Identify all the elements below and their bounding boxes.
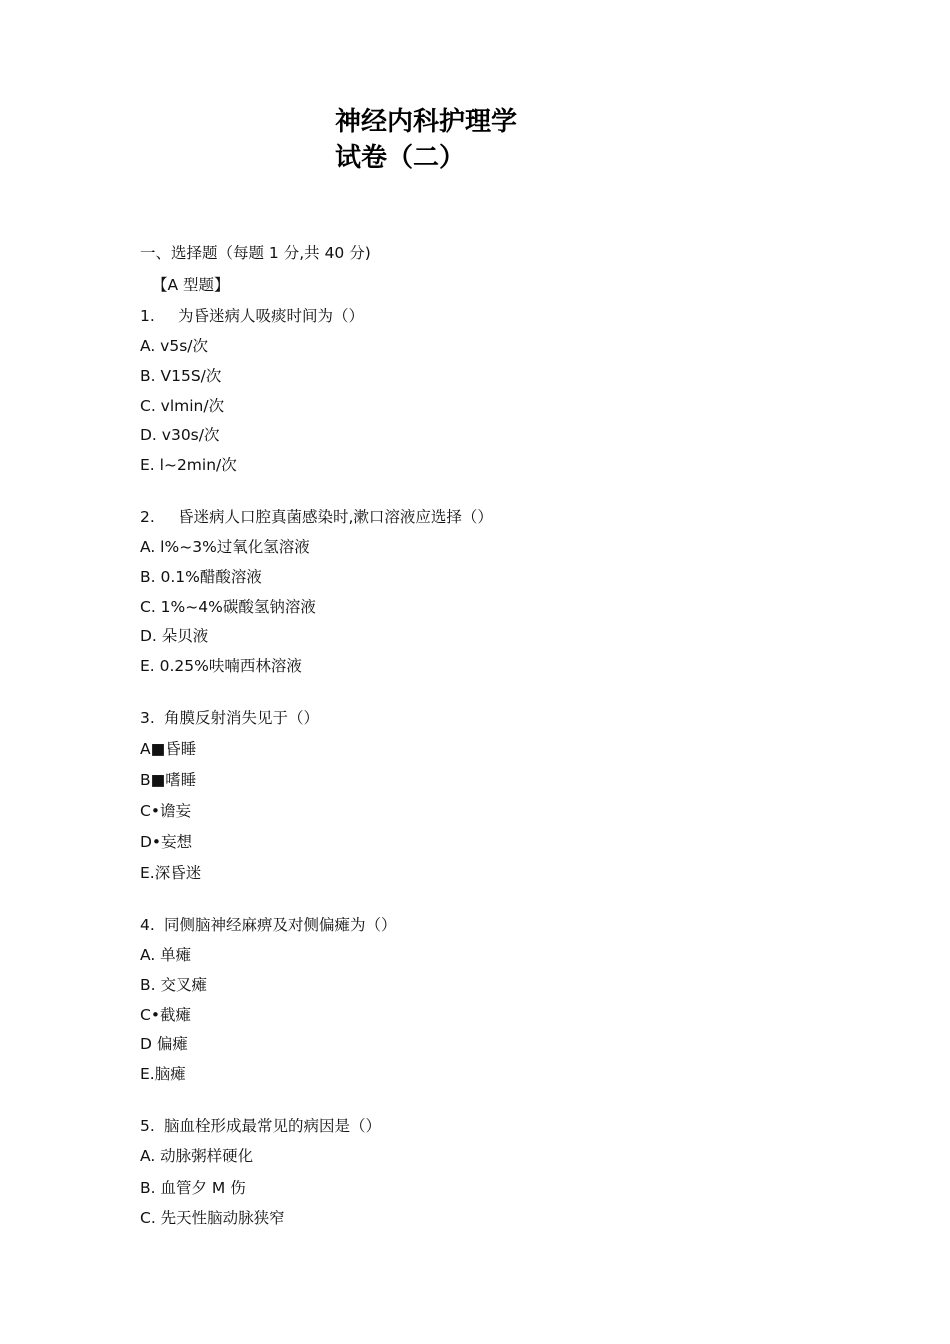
spacer xyxy=(140,481,860,503)
option-a: A. 动脉粥样硬化 xyxy=(140,1146,254,1165)
option-a: A. 单瘫 xyxy=(140,945,192,964)
question-number: 5. xyxy=(140,1116,155,1135)
option-e: E. 0.25%呋喃西林溶液 xyxy=(140,657,302,676)
question-type-label: 【A 型题】 xyxy=(152,276,230,294)
option-d: D. 朵贝液 xyxy=(140,627,209,646)
option-b: B. V15S/次 xyxy=(140,366,222,385)
question-3 xyxy=(140,704,860,889)
question-text: 脑血栓形成最常见的病因是（） xyxy=(164,1116,382,1135)
option-d: D. v30s/次 xyxy=(140,426,220,445)
exam-content xyxy=(140,238,860,1234)
option-c: C. 1%~4%碳酸氢钠溶液 xyxy=(140,597,316,616)
option-b: B. 0.1%醋酸溶液 xyxy=(140,567,262,586)
question-number: 4. xyxy=(140,915,155,934)
document-title xyxy=(335,104,595,176)
question-number: 3. xyxy=(140,708,155,727)
option-c: C. 先天性脑动脉狭窄 xyxy=(140,1208,285,1227)
question-stem xyxy=(140,704,860,734)
question-1 xyxy=(140,302,860,481)
question-stem xyxy=(140,503,860,533)
option-a: A■昏睡 xyxy=(140,739,197,758)
spacer xyxy=(140,1090,860,1112)
question-4 xyxy=(140,911,860,1090)
title-line-2: 试卷（二） xyxy=(335,143,466,173)
option-e: E.深昏迷 xyxy=(140,863,202,882)
question-text: 为昏迷病人吸痰时间为（） xyxy=(178,307,365,325)
option-b: B. 交叉瘫 xyxy=(140,975,207,994)
question-text: 角膜反射消失见于（） xyxy=(164,708,320,727)
option-a: A. v5s/次 xyxy=(140,337,209,355)
option-b: B■嗜睡 xyxy=(140,770,197,789)
option-d: D 偏瘫 xyxy=(140,1035,188,1054)
question-2 xyxy=(140,503,860,682)
option-c: C. vlmin/次 xyxy=(140,396,225,415)
option-a: A. l%~3%过氧化氢溶液 xyxy=(140,537,310,556)
question-stem xyxy=(140,302,860,332)
option-e: E.脑瘫 xyxy=(140,1065,186,1084)
option-c: C•截瘫 xyxy=(140,1005,191,1024)
question-number: 1. xyxy=(140,307,155,325)
question-number: 2. xyxy=(140,507,155,526)
spacer xyxy=(140,889,860,911)
section-heading: 一、选择题（每题 1 分,共 40 分) xyxy=(140,244,371,262)
option-b: B. 血管夕 M 伤 xyxy=(140,1178,246,1197)
question-5 xyxy=(140,1112,860,1234)
option-c: C•谵妄 xyxy=(140,801,191,820)
question-stem xyxy=(140,911,860,941)
option-d: D•妄想 xyxy=(140,832,193,851)
question-text: 同侧脑神经麻痹及对侧偏瘫为（） xyxy=(164,915,397,934)
question-stem xyxy=(140,1112,860,1142)
question-text: 昏迷病人口腔真菌感染时,漱口溶液应选择（） xyxy=(178,507,493,526)
option-e: E. l~2min/次 xyxy=(140,456,237,475)
title-line-1: 神经内科护理学 xyxy=(335,107,518,137)
spacer xyxy=(140,682,860,704)
